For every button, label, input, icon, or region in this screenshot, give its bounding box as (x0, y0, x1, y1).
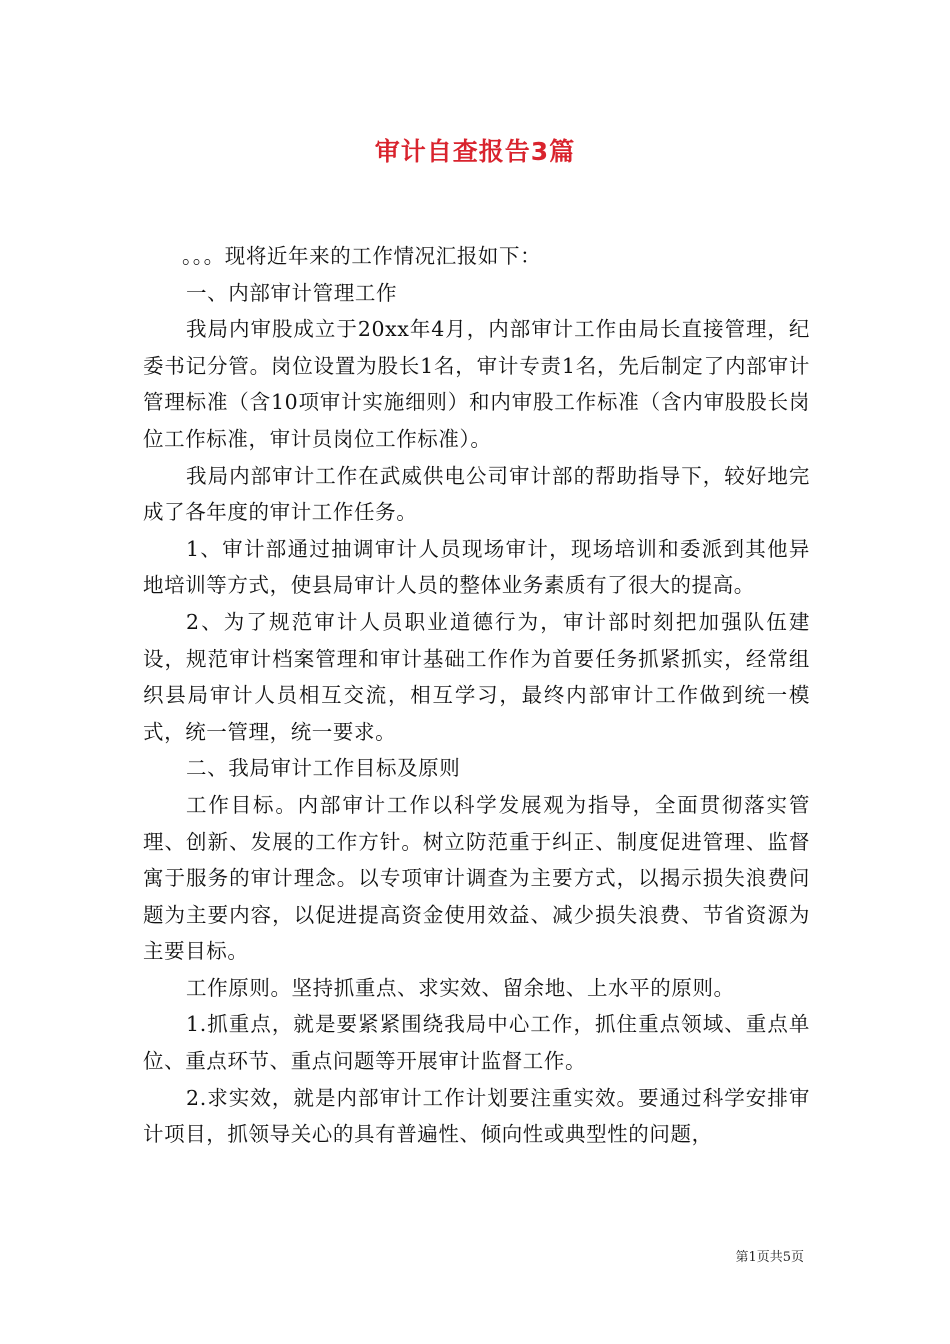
paragraph: 1.抓重点，就是要紧紧围绕我局中心工作，抓住重点领域、重点单位、重点环节、重点问题等开展审计监督工作。 (143, 1012, 810, 1074)
section-heading-1: 一、内部审计管理工作 (186, 280, 398, 305)
section-heading-2: 二、我局审计工作目标及原则 (186, 756, 461, 781)
paragraph: 我局内部审计工作在武威供电公司审计部的帮助指导下，较好地完成了各年度的审计工作任务。 (143, 463, 810, 525)
paragraph: 2.求实效，就是内部审计工作计划要注重实效。要通过科学安排审计项目，抓领导关心的具有普遍性、倾向性或典型性的问题， (143, 1085, 810, 1147)
paragraph: 1、审计部通过抽调审计人员现场审计，现场培训和委派到其他异地培训等方式，使县局审计人员的整体业务素质有了很大的提高。 (143, 536, 810, 598)
page-number: 第1页共5页 (735, 1250, 804, 1265)
document-body (143, 238, 810, 1153)
paragraph: 2、为了规范审计人员职业道德行为，审计部时刻把加强队伍建设，规范审计档案管理和审计基础工作作为首要任务抓紧抓实，经常组织县局审计人员相互交流，相互学习，最终内部审计工作做到统一模式，统一管理，统一要求。 (143, 609, 810, 744)
paragraph: 工作目标。内部审计工作以科学发展观为指导，全面贯彻落实管理、创新、发展的工作方针。树立防范重于纠正、制度促进管理、监督寓于服务的审计理念。以专项审计调查为主要方式，以揭示损失浪费问题为主要内容，以促进提高资金使用效益、减少损失浪费、节省资源为主要目标。 (143, 792, 810, 964)
page-number-footer (735, 1246, 804, 1265)
paragraph-intro: 。。。现将近年来的工作情况汇报如下： (181, 244, 542, 268)
paragraph: 我局内审股成立于20xx年4月，内部审计工作由局长直接管理，纪委书记分管。岗位设置为股长1名，审计专责1名，先后制定了内部审计管理标准（含10项审计实施细则）和内审股工作标准（含内审股股长岗位工作标准，审计员岗位工作标准）。 (143, 317, 810, 451)
paragraph: 工作原则。坚持抓重点、求实效、留余地、上水平的原则。 (186, 975, 735, 1000)
document-title: 审计自查报告3篇 (374, 137, 576, 166)
